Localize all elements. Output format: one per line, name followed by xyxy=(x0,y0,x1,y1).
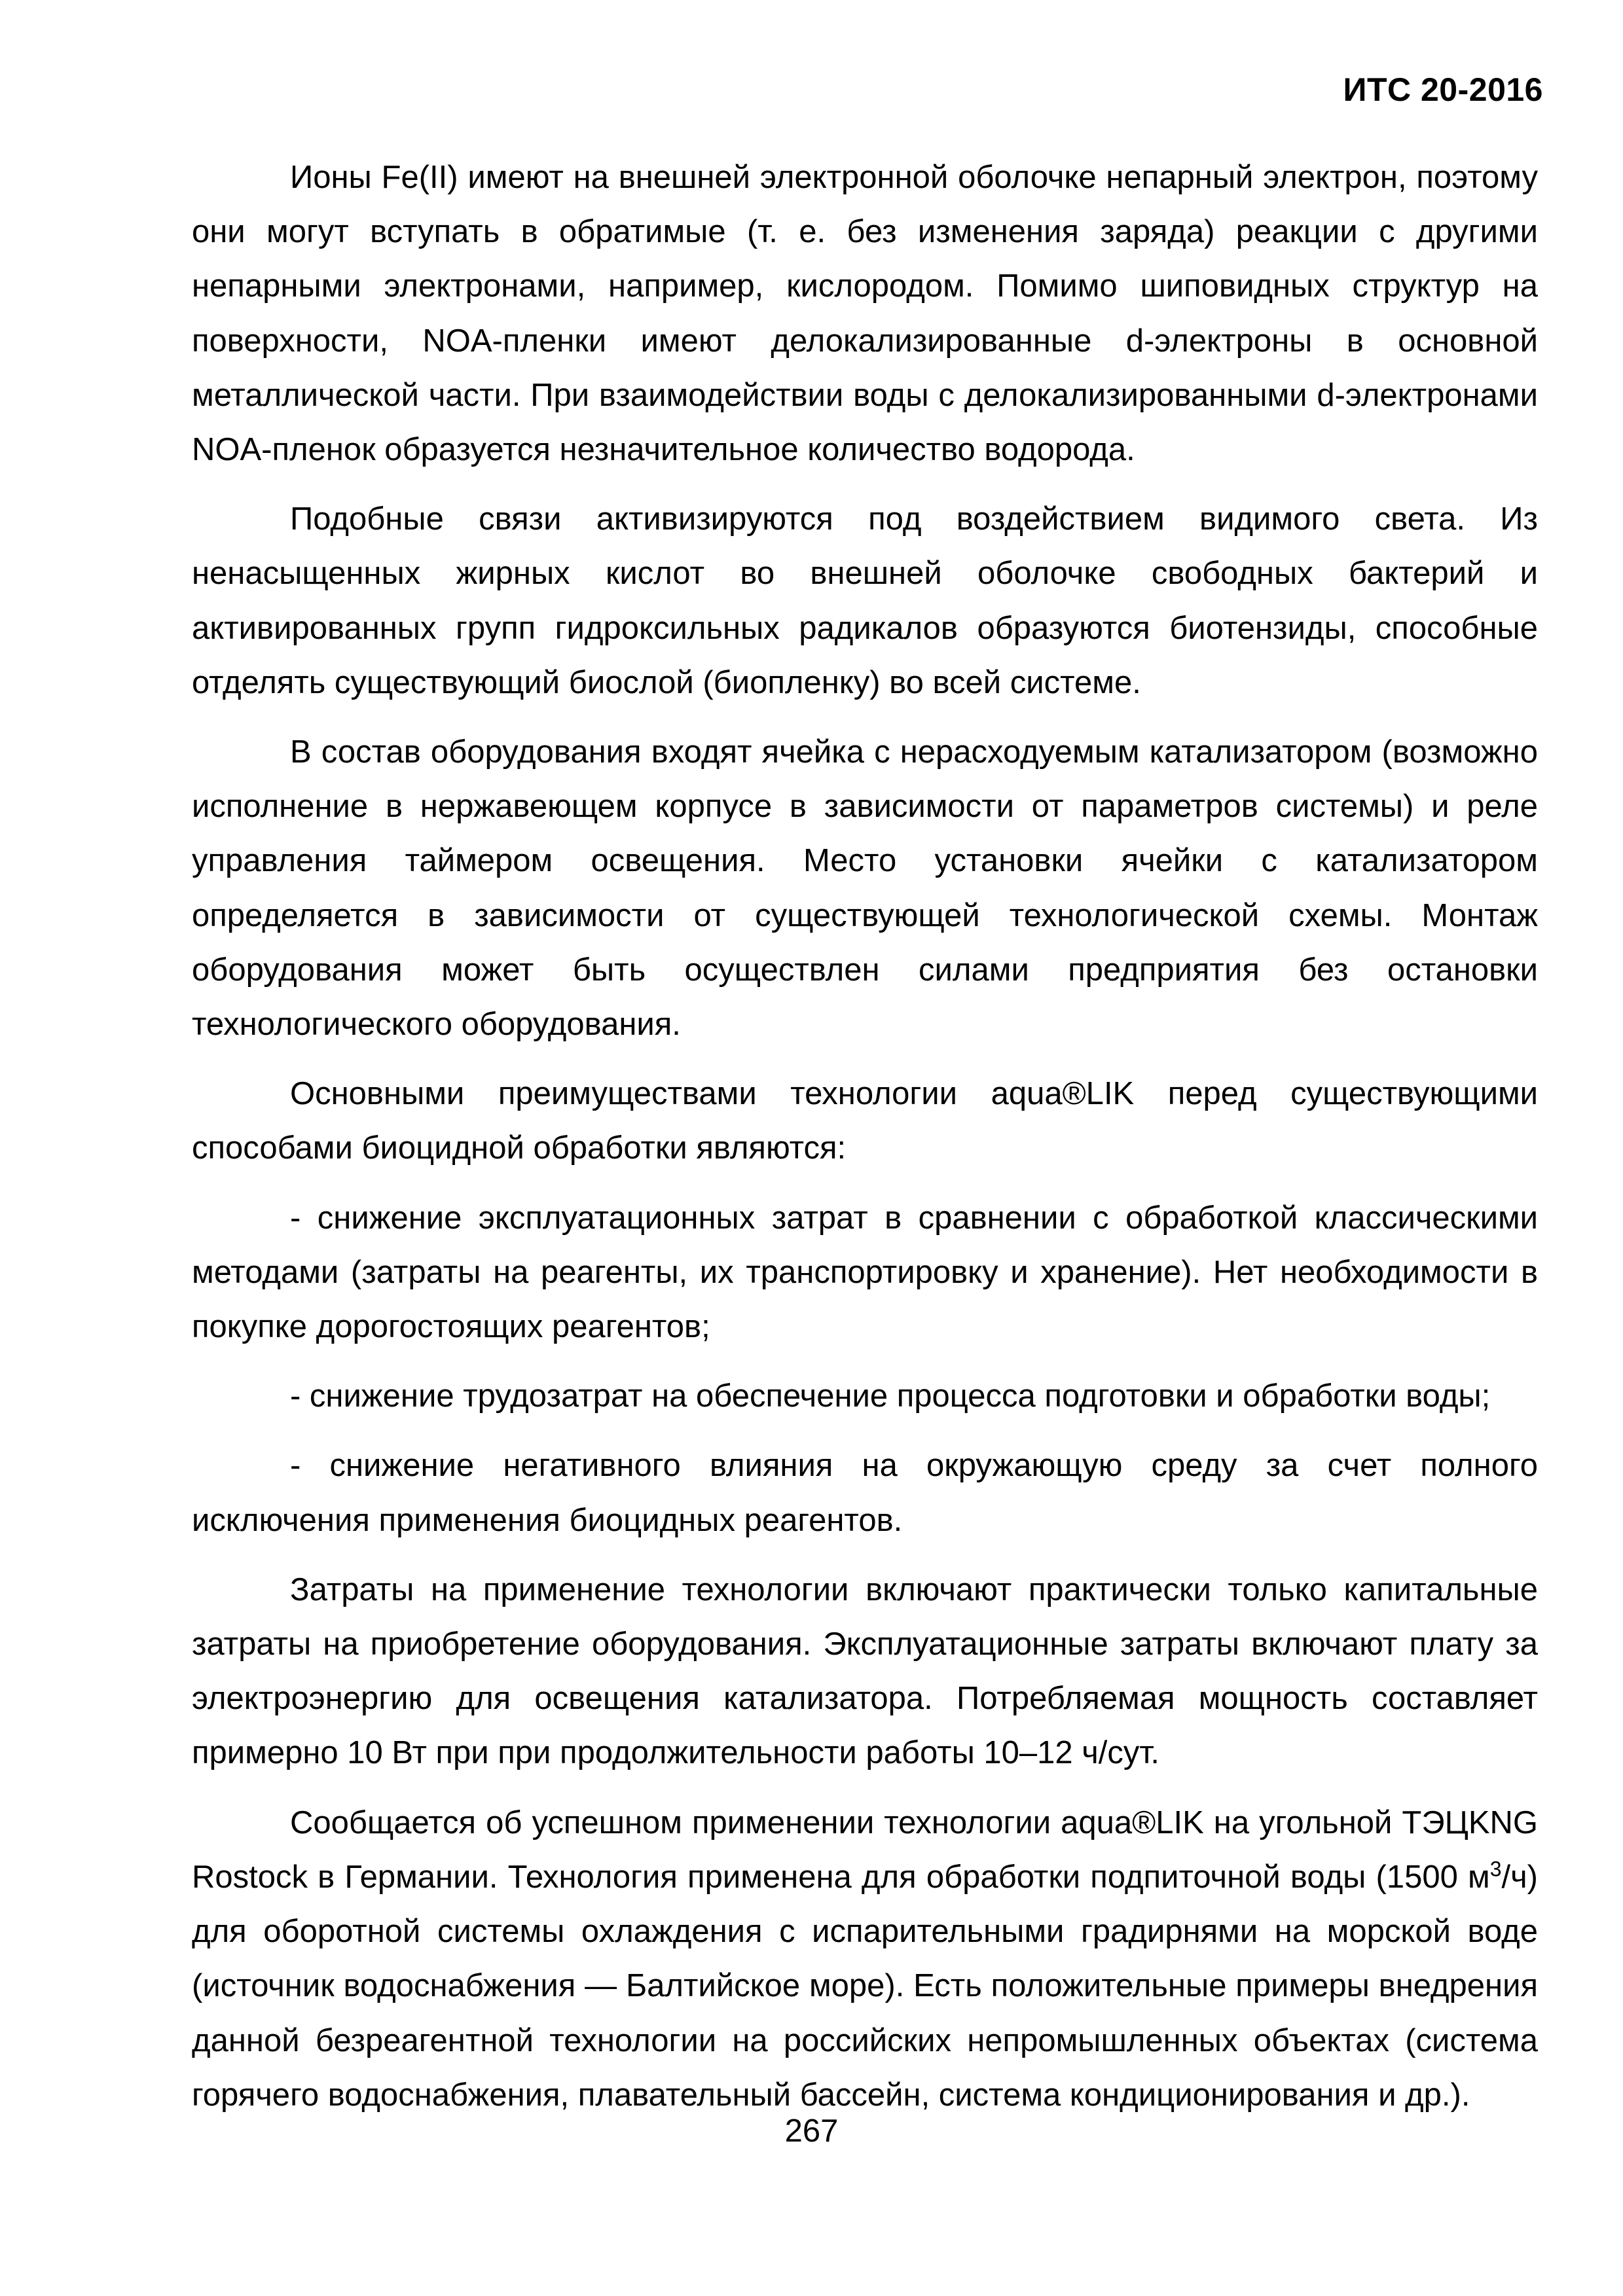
paragraph-iron-ions: Ионы Fe(II) имеют на внешней электронной оболочке непарный электрон, поэтому они могут вступать в обратимые (т. е. без изменения заряда) реакции с другими непарными электронами, например, кислородом. Помимо шиповидных структур на поверхности, NOA-пленки имеют делокализированные d-электроны в основной металлической части. При взаимодействии воды с делокализированными d-электронами NOA-пленок образуется незначительное количество водорода. xyxy=(192,160,1538,468)
list-item-operating-costs: - снижение эксплуатационных затрат в сравнении с обработкой классическими методами (затраты на реагенты, их транспортировку и хранение). Нет необходимости в покупке дорогостоящих реагентов; xyxy=(192,1200,1538,1345)
rostock-text-end: /ч) для оборотной системы охлаждения с испарительными градирнями на морской воде (источник водоснабжения — Балтийское море). Есть положительные примеры внедрения данной безреагентной технологии на российских непромышленных объектах (система горячего водоснабжения, плавательный бассейн, система кондиционирования и др.). xyxy=(192,1859,1538,2113)
paragraph-rostock-application xyxy=(192,1796,1538,2123)
paragraph-visible-light: Подобные связи активизируются под воздействием видимого света. Из ненасыщенных жирных кислот во внешней оболочке свободных бактерий и активированных групп гидроксильных радикалов образуются биотензиды, способные отделять существующий биослой (биопленку) во всей системе. xyxy=(192,501,1538,700)
page-number: 267 xyxy=(784,2113,839,2149)
body-text xyxy=(192,151,1538,2138)
paragraph-costs: Затраты на применение технологии включают практически только капитальные затраты на приобретение оборудования. Эксплуатационные затраты включают плату за электроэнергию для освещения катализатора. Потребляемая мощность составляет примерно 10 Вт при при продолжительности работы 10–12 ч/сут. xyxy=(192,1571,1538,1771)
cubic-superscript: 3 xyxy=(1489,1857,1502,1881)
paragraph-advantages-intro: Основными преимуществами технологии aqua®LIK перед существующими способами биоцидной обработки являются: xyxy=(192,1076,1538,1166)
rostock-text-start: Сообщается об успешном применении технологии aqua®LIK на угольной ТЭЦKNG Rostock в Германии. Технология применена для обработки подпиточной воды (1500 м xyxy=(192,1804,1538,1895)
paragraph-equipment: В состав оборудования входят ячейка с нерасходуемым катализатором (возможно исполнение в нержавеющем корпусе в зависимости от параметров системы) и реле управления таймером освещения. Место установки ячейки с катализатором определяется в зависимости от существующей технологической схемы. Монтаж оборудования может быть осуществлен силами предприятия без остановки технологического оборудования. xyxy=(192,734,1538,1043)
document-code: ИТС 20-2016 xyxy=(1343,71,1543,108)
list-item-environment: - снижение негативного влияния на окружающую среду за счет полного исключения применения биоцидных реагентов. xyxy=(192,1448,1538,1538)
list-item-labor-costs: - снижение трудозатрат на обеспечение процесса подготовки и обработки воды; xyxy=(290,1378,1491,1414)
